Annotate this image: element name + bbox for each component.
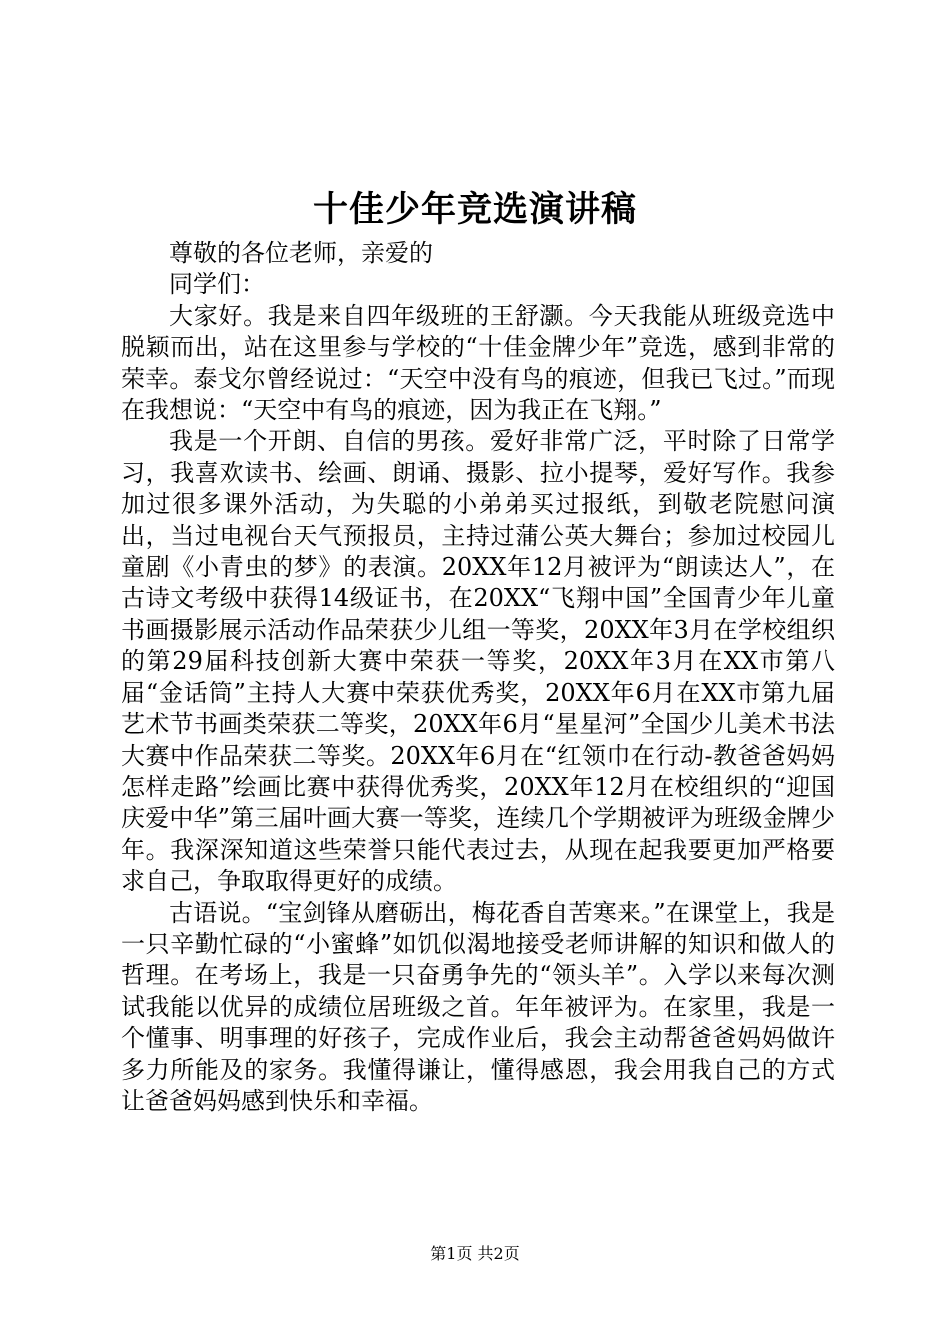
greeting-line-2: 同学们： <box>169 270 265 299</box>
page-footer: 第1页 共2页 <box>430 1244 520 1263</box>
paragraph-1: 大家好。我是来自四年级班的王舒灏。今天我能从班级竞选中脱颖而出，站在这里参与学校的“十佳金牌少年”竞选，感到非常的荣幸。泰戈尔曾经说过：“天空中没有鸟的痕迹，但我已飞过。”而现在我想说：“天空中有鸟的痕迹，因为我正在飞翔。” <box>121 301 835 425</box>
paragraph-2: 我是一个开朗、自信的男孩。爱好非常广泛，平时除了日常学习，我喜欢读书、绘画、朗诵、摄影、拉小提琴，爱好写作。我参加过很多课外活动，为失聪的小弟弟买过报纸，到敬老院慰问演出，当过电视台天气预报员，主持过蒲公英大舞台；参加过校园儿童剧《小青虫的梦》的表演。20XX年12月被评为“朗读达人”，在古诗文考级中获得14级证书，在20XX“飞翔中国”全国青少年儿童书画摄影展示活动作品荣获少儿组一等奖，20XX年3月在学校组织的第29届科技创新大赛中荣获一等奖，20XX年3月在XX市第八届“金话筒”主持人大赛中荣获优秀奖，20XX年6月在XX市第九届艺术节书画类荣获二等奖，20XX年6月“星星河”全国少儿美术书法大赛中作品荣获二等奖。20XX年6月在“红领巾在行动-教爸爸妈妈怎样走路”绘画比赛中获得优秀奖，20XX年12月在校组织的“迎国庆爱中华”第三届叶画大赛一等奖，连续几个学期被评为班级金牌少年。我深深知道这些荣誉只能代表过去，从现在起我要更加严格要求自己，争取取得更好的成绩。 <box>121 427 835 896</box>
document-title: 十佳少年竞选演讲稿 <box>312 189 637 230</box>
document-body <box>121 238 835 1117</box>
greeting-line-1: 尊敬的各位老师，亲爱的 <box>169 239 433 267</box>
paragraph-3: 古语说。“宝剑锋从磨砺出，梅花香自苦寒来。”在课堂上，我是一只辛勤忙碌的“小蜜蜂”如饥似渴地接受老师讲解的知识和做人的哲理。在考场上，我是一只奋勇争先的“领头羊”。入学以来每次测试我能以优异的成绩位居班级之首。年年被评为。在家里，我是一个懂事、明事理的好孩子，完成作业后，我会主动帮爸爸妈妈做许多力所能及的家务。我懂得谦让，懂得感恩，我会用我自己的方式让爸爸妈妈感到快乐和幸福。 <box>121 898 835 1115</box>
